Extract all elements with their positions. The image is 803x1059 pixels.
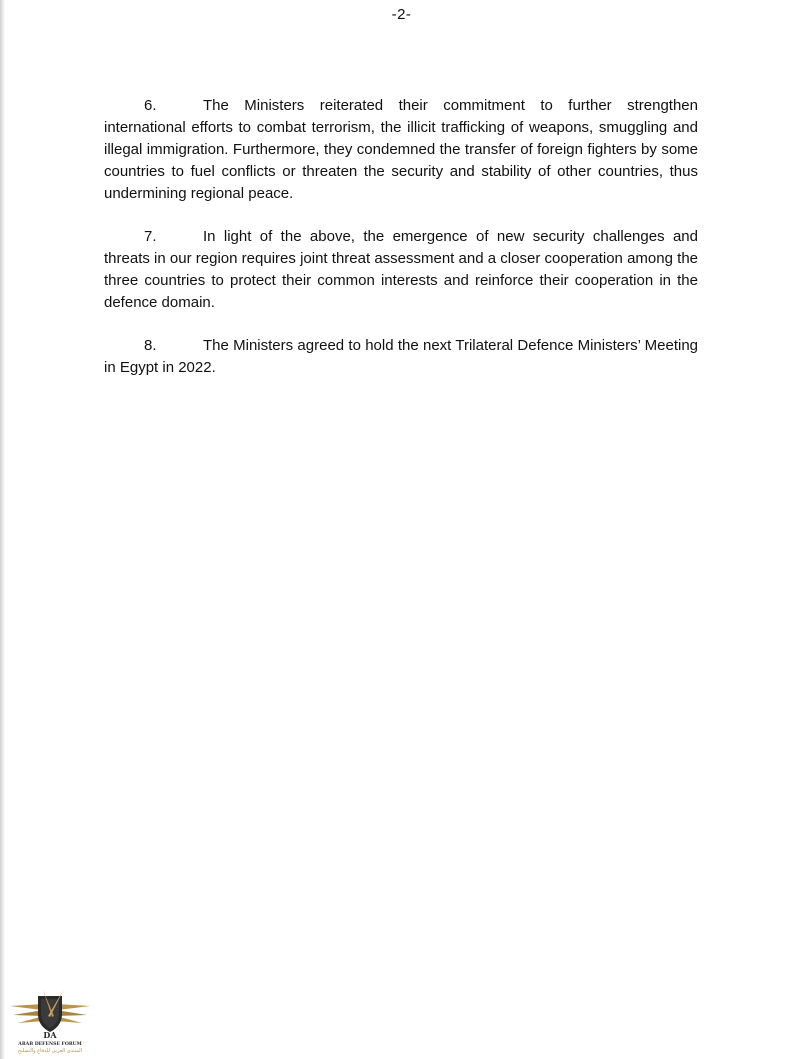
paragraph-text: The Ministers reiterated their commitment to further strengthen international efforts to combat terrorism, the illicit trafficking of weapons, smuggling and illegal immigration. Furthermore, they condemned the transfer of foreign fighters by some countries to fuel conflicts or threaten the security and stability of other countries, thus undermining regional peace. bbox=[104, 97, 698, 202]
page-left-edge bbox=[0, 0, 5, 1059]
paragraph-text: In light of the above, the emergence of new security challenges and threats in our region requires joint threat assessment and a closer cooperation among the three countries to protect their common interests and reinforce their cooperation in the defence domain. bbox=[104, 228, 698, 311]
document-body bbox=[104, 95, 698, 400]
paragraph-number: 7. bbox=[144, 228, 157, 245]
paragraph-text: The Ministers agreed to hold the next Trilateral Defence Ministers’ Meeting in Egypt in 2022. bbox=[104, 337, 698, 376]
paragraph-8 bbox=[104, 335, 698, 379]
logo-monogram: DA bbox=[43, 1030, 57, 1040]
page-number: -2- bbox=[391, 6, 412, 23]
logo-name: ARAB DEFENSE FORUM bbox=[18, 1042, 82, 1047]
paragraph-6 bbox=[104, 95, 698, 205]
logo-emblem-icon bbox=[4, 986, 96, 1056]
paragraph-number: 8. bbox=[144, 337, 157, 354]
logo-arabic-name: المنتدى العربي للدفاع والتسليح bbox=[17, 1048, 83, 1054]
arab-defense-forum-watermark-logo bbox=[4, 986, 96, 1056]
paragraph-7 bbox=[104, 226, 698, 314]
paragraph-number: 6. bbox=[144, 97, 157, 114]
